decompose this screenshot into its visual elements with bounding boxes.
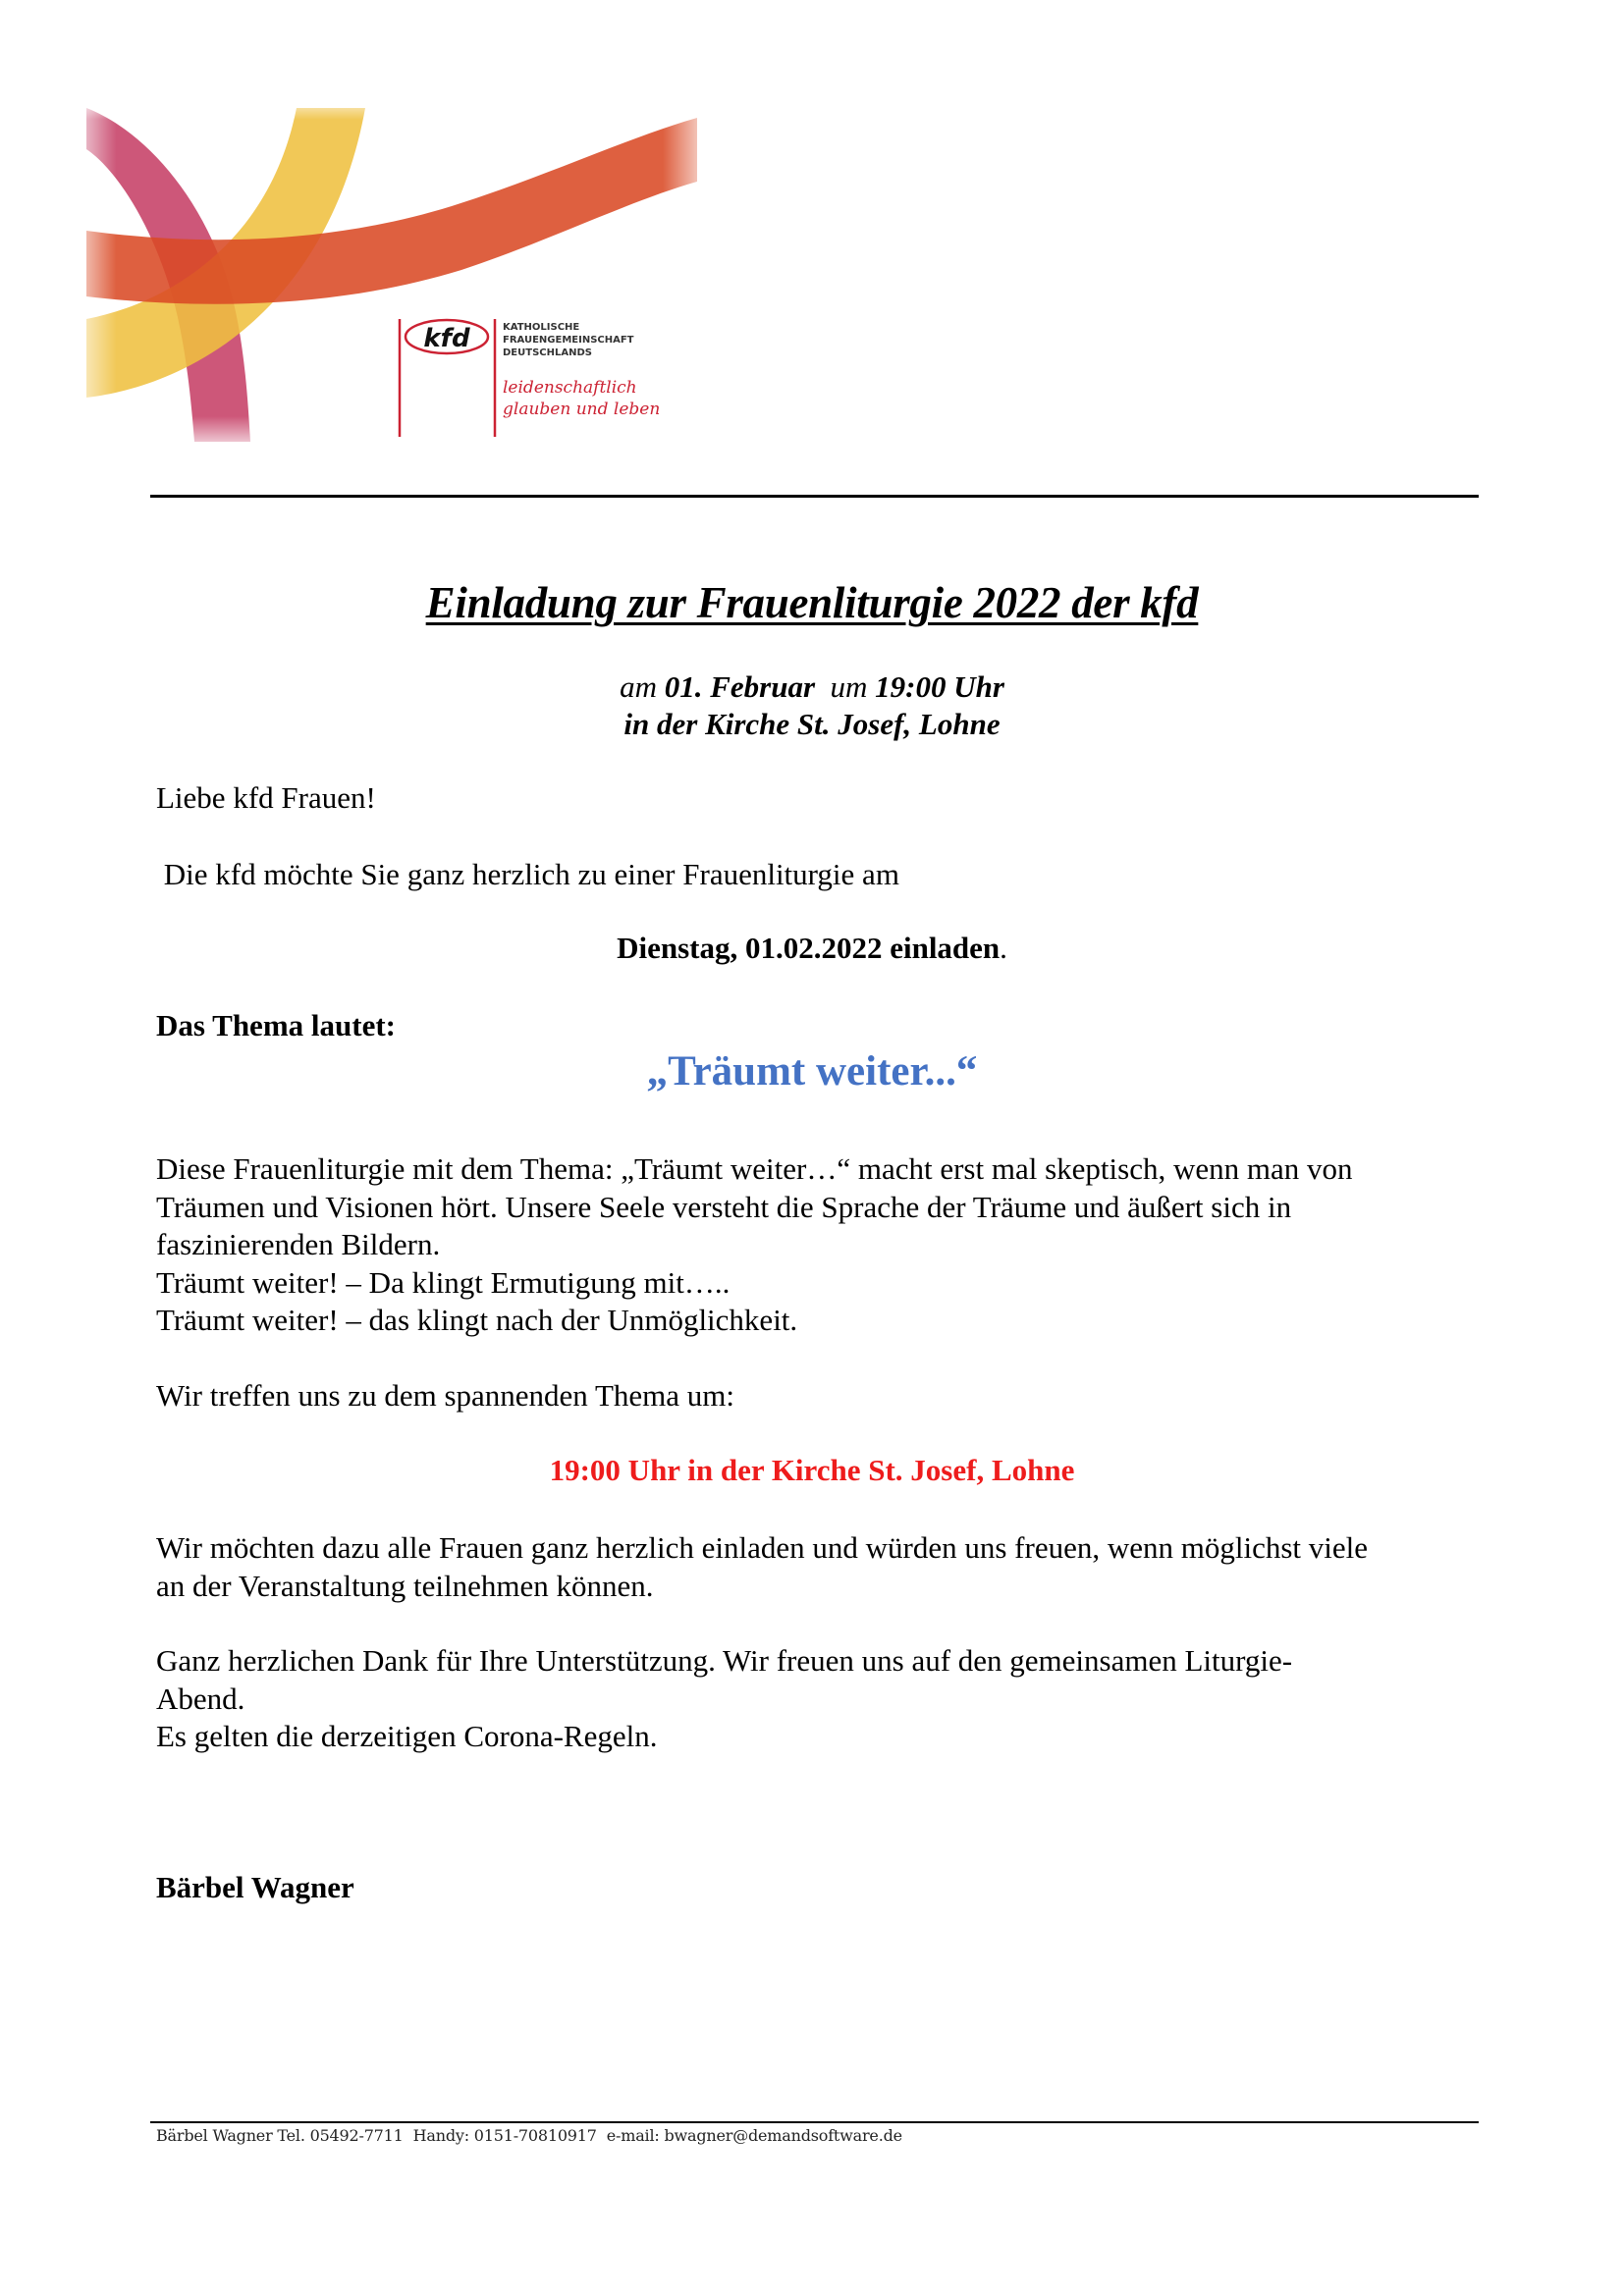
paragraph-line: an der Veranstaltung teilnehmen können.: [156, 1568, 654, 1603]
signature: Bärbel Wagner: [156, 1870, 354, 1904]
paragraph-line: Träumt weiter! – Da klingt Ermutigung mit…..: [156, 1264, 731, 1300]
date-line: [0, 931, 1624, 966]
kfd-logo: [79, 98, 707, 452]
header-divider: [150, 495, 1479, 498]
kfd-logo-graphic: [79, 98, 707, 452]
paragraph-line: Es gelten die derzeitigen Corona-Regeln.: [156, 1719, 658, 1753]
logo-org-line-3: DEUTSCHLANDS: [503, 347, 592, 358]
event-location-line: in der Kirche St. Josef, Lohne: [623, 707, 1001, 741]
paragraph-thanks: [156, 1642, 1292, 1756]
footer-divider: [150, 2121, 1479, 2123]
location-highlight: 19:00 Uhr in der Kirche St. Josef, Lohne: [549, 1453, 1075, 1487]
date-line-bold: Dienstag, 01.02.2022 einladen: [617, 931, 1001, 965]
date-line-tail: .: [1000, 931, 1007, 965]
paragraph-line: Abend.: [156, 1681, 245, 1716]
paragraph-line: Ganz herzlichen Dank für Ihre Unterstützung. Wir freuen uns auf den gemeinsamen Liturgie-: [156, 1643, 1293, 1678]
paragraph-line: Träumen und Visionen hört. Unsere Seele versteht die Sprache der Träume und äußert sich in: [156, 1189, 1292, 1224]
greeting: Liebe kfd Frauen!: [156, 780, 376, 815]
logo-org-line-2: FRAUENGEMEINSCHAFT: [503, 335, 634, 346]
paragraph-line: Wir möchten dazu alle Frauen ganz herzlich einladen und würden uns freuen, wenn möglichst viele: [156, 1530, 1369, 1565]
meet-line: Wir treffen uns zu dem spannenden Thema um:: [156, 1378, 735, 1413]
event-date-prefix: am: [620, 669, 665, 704]
event-time: 19:00 Uhr: [875, 669, 1004, 704]
logo-slogan-line-1: leidenschaftlich: [503, 378, 637, 398]
logo-org-line-1: KATHOLISCHE: [503, 322, 580, 333]
footer-mobile: Handy: 0151-70810917: [412, 2126, 597, 2145]
event-date: 01. Februar: [664, 669, 816, 704]
paragraph-line: Diese Frauenliturgie mit dem Thema: „Träumt weiter…“ macht erst mal skeptisch, wenn man von: [156, 1151, 1353, 1186]
document-title: Einladung zur Frauenliturgie 2022 der kfd: [425, 578, 1199, 627]
logo-slogan-line-2: glauben und leben: [503, 400, 661, 419]
theme-title: „Träumt weiter...“: [646, 1048, 978, 1095]
theme-label: Das Thema lautet:: [156, 1008, 396, 1042]
paragraph-theme: [156, 1150, 1352, 1340]
event-time-prefix: um: [815, 669, 876, 704]
paragraph-line: Träumt weiter! – das klingt nach der Unmöglichkeit.: [156, 1303, 798, 1337]
kfd-badge-text: kfd: [423, 324, 470, 353]
footer-name-phone: Bärbel Wagner Tel. 05492-7711: [156, 2126, 404, 2145]
footer-email[interactable]: e-mail: bwagner@demandsoftware.de: [606, 2126, 902, 2145]
intro-text: Die kfd möchte Sie ganz herzlich zu einer Frauenliturgie am: [156, 857, 899, 891]
event-date-line: [0, 668, 1624, 706]
paragraph-line: faszinierenden Bildern.: [156, 1227, 441, 1261]
footer-contact: [156, 2126, 902, 2145]
paragraph-invite: [156, 1529, 1368, 1605]
